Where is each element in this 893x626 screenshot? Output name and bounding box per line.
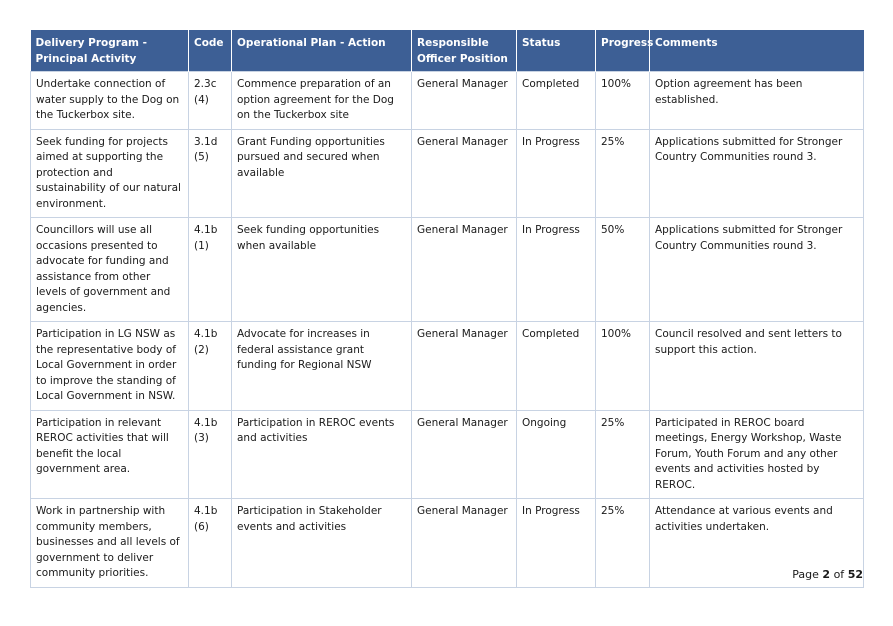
header-status: Status: [517, 30, 596, 72]
table-row: [31, 72, 864, 130]
cell-status: Completed: [517, 72, 596, 130]
cell-progress: 25%: [596, 410, 650, 499]
table-row: [31, 322, 864, 411]
cell-comments: Council resolved and sent letters to support this action.: [650, 322, 864, 411]
cell-comments: Option agreement has been established.: [650, 72, 864, 130]
cell-progress: 100%: [596, 322, 650, 411]
cell-officer: General Manager: [412, 218, 517, 322]
table-header-row: [31, 30, 864, 72]
cell-activity: Participation in relevant REROC activities that will benefit the local government area.: [31, 410, 189, 499]
cell-code: 4.1b (1): [189, 218, 232, 322]
table-row: [31, 410, 864, 499]
page-number: [700, 568, 863, 581]
cell-status: In Progress: [517, 129, 596, 218]
cell-action: Commence preparation of an option agreement for the Dog on the Tuckerbox site: [232, 72, 412, 130]
page-of-label: of: [833, 568, 845, 581]
cell-action: Advocate for increases in federal assistance grant funding for Regional NSW: [232, 322, 412, 411]
header-activity: Delivery Program - Principal Activity: [31, 30, 189, 72]
cell-status: In Progress: [517, 499, 596, 588]
cell-comments: Applications submitted for Stronger Country Communities round 3.: [650, 218, 864, 322]
cell-officer: General Manager: [412, 410, 517, 499]
table-row: [31, 129, 864, 218]
cell-progress: 100%: [596, 72, 650, 130]
page-current: 2: [822, 568, 831, 581]
cell-progress: 50%: [596, 218, 650, 322]
cell-status: Ongoing: [517, 410, 596, 499]
header-action: Operational Plan - Action: [232, 30, 412, 72]
cell-status: Completed: [517, 322, 596, 411]
header-comments: Comments: [650, 30, 864, 72]
cell-progress: 25%: [596, 499, 650, 588]
cell-comments: Attendance at various events and activities undertaken.: [650, 499, 864, 588]
cell-action: Seek funding opportunities when available: [232, 218, 412, 322]
operational-plan-table: [30, 30, 864, 588]
cell-status: In Progress: [517, 218, 596, 322]
cell-activity: Participation in LG NSW as the representative body of Local Government in order to improve the standing of Local Government in NSW.: [31, 322, 189, 411]
header-progress: Progress: [596, 30, 650, 72]
header-code: Code: [189, 30, 232, 72]
page-total: 52: [847, 568, 863, 581]
cell-officer: General Manager: [412, 322, 517, 411]
cell-activity: Seek funding for projects aimed at supporting the protection and sustainability of our natural environment.: [31, 129, 189, 218]
cell-code: 4.1b (2): [189, 322, 232, 411]
cell-action: Participation in REROC events and activities: [232, 410, 412, 499]
cell-comments: Applications submitted for Stronger Country Communities round 3.: [650, 129, 864, 218]
cell-action: Grant Funding opportunities pursued and secured when available: [232, 129, 412, 218]
table-row: [31, 218, 864, 322]
cell-code: 2.3c (4): [189, 72, 232, 130]
cell-activity: Councillors will use all occasions presented to advocate for funding and assistance from other levels of government and agencies.: [31, 218, 189, 322]
cell-officer: General Manager: [412, 72, 517, 130]
cell-code: 3.1d (5): [189, 129, 232, 218]
page-label: Page: [792, 568, 819, 581]
cell-progress: 25%: [596, 129, 650, 218]
cell-officer: General Manager: [412, 499, 517, 588]
cell-action: Participation in Stakeholder events and activities: [232, 499, 412, 588]
header-officer: Responsible Officer Position: [412, 30, 517, 72]
cell-officer: General Manager: [412, 129, 517, 218]
cell-activity: Work in partnership with community members, businesses and all levels of government to deliver community priorities.: [31, 499, 189, 588]
cell-code: 4.1b (6): [189, 499, 232, 588]
cell-comments: Participated in REROC board meetings, Energy Workshop, Waste Forum, Youth Forum and any other events and activities hosted by REROC.: [650, 410, 864, 499]
cell-activity: Undertake connection of water supply to the Dog on the Tuckerbox site.: [31, 72, 189, 130]
cell-code: 4.1b (3): [189, 410, 232, 499]
